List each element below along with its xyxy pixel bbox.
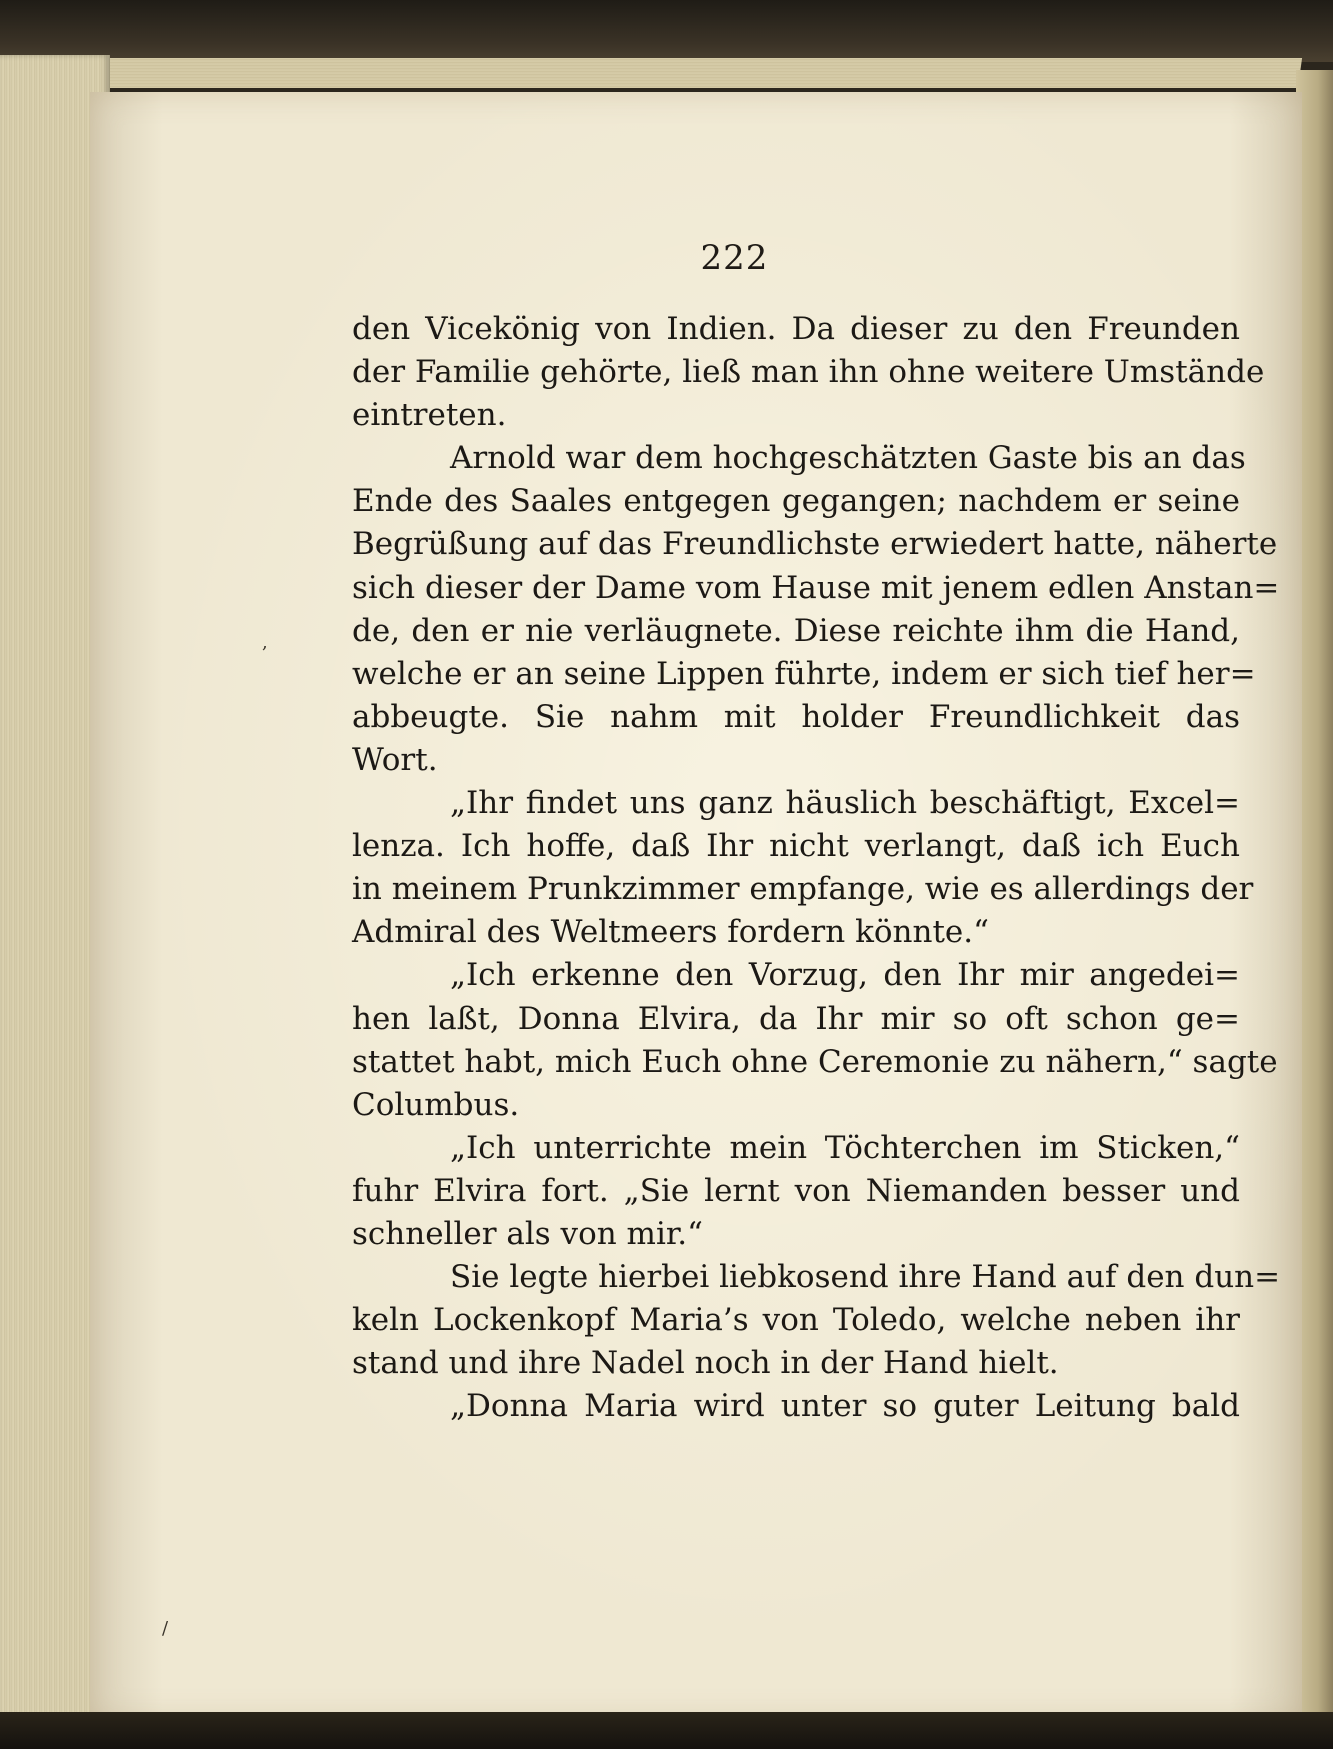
text-line: stattet habt, mich Euch ohne Ceremonie zu nähern,“ sagte	[352, 1043, 1278, 1080]
text-line: „Ihr findet uns ganz häuslich beschäftigt, Excel=	[450, 785, 1240, 822]
text-line: Begrüßung auf das Freundlichste erwiedert hatte, näherte	[352, 526, 1278, 563]
page-number: 222	[700, 238, 769, 278]
text-line: sich dieser der Dame vom Hause mit jenem edlen Anstan=	[352, 569, 1280, 606]
text-line: lenza. Ich hoffe, daß Ihr nicht verlangt, daß ich Euch	[352, 828, 1240, 865]
text-line: der Familie gehörte, ließ man ihn ohne weitere Umstände	[352, 354, 1265, 391]
text-line: stand und ihre Nadel noch in der Hand hielt.	[352, 1345, 1059, 1382]
page-edges-top	[28, 58, 1302, 88]
text-line: abbeugte. Sie nahm mit holder Freundlichkeit das	[352, 698, 1240, 735]
text-line: Wort.	[352, 741, 438, 778]
text-line: eintreten.	[352, 397, 507, 434]
text-line: schneller als von mir.“	[352, 1215, 703, 1252]
text-line: „Ich unterrichte mein Töchterchen im Sticken,“	[450, 1129, 1240, 1166]
ink-speck: ,	[262, 632, 268, 653]
text-line: in meinem Prunkzimmer empfange, wie es allerdings der	[352, 871, 1254, 908]
text-line: welche er an seine Lippen führte, indem er sich tief her=	[352, 655, 1256, 692]
text-line: keln Lockenkopf Maria’s von Toledo, welche neben ihr	[352, 1302, 1240, 1339]
text-line: hen laßt, Donna Elvira, da Ihr mir so oft schon ge=	[352, 1000, 1240, 1037]
text-line: de, den er nie verläugnete. Diese reichte ihm die Hand,	[352, 612, 1240, 649]
text-line: den Vicekönig von Indien. Da dieser zu den Freunden	[352, 311, 1240, 347]
text-line: Ende des Saales entgegen gegangen; nachdem er seine	[352, 483, 1240, 520]
text-line: Arnold war dem hochgeschätzten Gaste bis an das	[450, 440, 1246, 477]
ink-speck: /	[162, 1618, 169, 1639]
text-line: Admiral des Weltmeers fordern könnte.“	[352, 914, 989, 951]
text-line: „Ich erkenne den Vorzug, den Ihr mir angedei=	[450, 957, 1240, 994]
body-text	[352, 308, 1281, 1428]
text-line: Columbus.	[352, 1086, 520, 1123]
text-line: „Donna Maria wird unter so guter Leitung bald	[450, 1388, 1240, 1425]
text-line: Sie legte hierbei liebkosend ihre Hand auf den dun=	[450, 1259, 1281, 1296]
text-line: fuhr Elvira fort. „Sie lernt von Niemanden besser und	[352, 1172, 1240, 1209]
book-cover-top	[0, 0, 1333, 62]
book-cover-bottom	[0, 1712, 1333, 1749]
